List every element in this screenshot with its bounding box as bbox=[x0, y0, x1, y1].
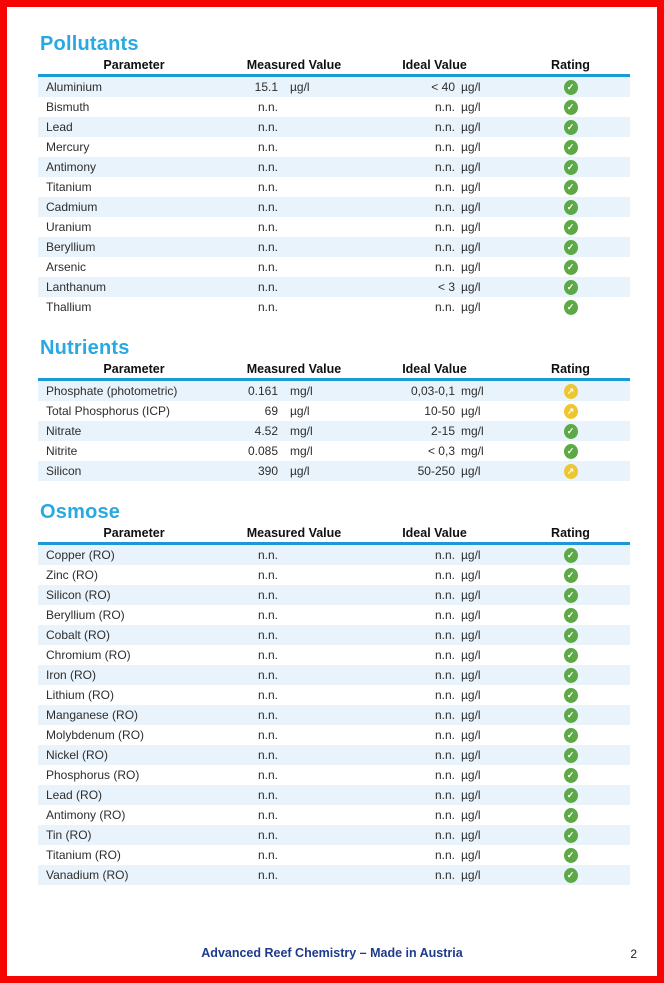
check-circle-icon: ✓ bbox=[564, 260, 578, 275]
rating-cell bbox=[511, 788, 630, 803]
column-header-ideal-value: Ideal Value bbox=[402, 362, 467, 376]
rating-cell bbox=[511, 748, 630, 763]
ideal-value-cell: n.n. bbox=[434, 828, 455, 842]
arrow-up-right-circle-icon: ↗ bbox=[564, 384, 578, 399]
table-row bbox=[38, 765, 630, 785]
measured-value-cell: n.n. bbox=[257, 628, 278, 642]
footer-brand-text: Advanced Reef Chemistry – Made in Austria bbox=[201, 946, 463, 960]
measured-value-cell: n.n. bbox=[257, 180, 278, 194]
ideal-value-cell: n.n. bbox=[434, 120, 455, 134]
rating-cell bbox=[511, 280, 630, 295]
column-header-rating: Rating bbox=[551, 362, 590, 376]
table-row bbox=[38, 421, 630, 441]
column-header-ideal-value: Ideal Value bbox=[402, 58, 467, 72]
ideal-unit-cell: µg/l bbox=[461, 180, 481, 194]
measured-unit-cell: mg/l bbox=[290, 384, 313, 398]
rating-cell bbox=[511, 808, 630, 823]
measured-value-cell: n.n. bbox=[257, 788, 278, 802]
ideal-unit-cell: µg/l bbox=[461, 808, 481, 822]
table-row bbox=[38, 401, 630, 421]
measured-value-cell: n.n. bbox=[257, 568, 278, 582]
table-row bbox=[38, 805, 630, 825]
table-row bbox=[38, 745, 630, 765]
ideal-unit-cell: µg/l bbox=[461, 200, 481, 214]
check-circle-icon: ✓ bbox=[564, 180, 578, 195]
check-circle-icon: ✓ bbox=[564, 588, 578, 603]
parameter-cell: Zinc (RO) bbox=[46, 568, 98, 582]
measured-value-cell: n.n. bbox=[257, 808, 278, 822]
table-row bbox=[38, 585, 630, 605]
parameter-cell: Antimony bbox=[46, 160, 97, 174]
ideal-unit-cell: µg/l bbox=[461, 568, 481, 582]
ideal-value-cell: n.n. bbox=[434, 748, 455, 762]
rating-cell bbox=[511, 828, 630, 843]
check-circle-icon: ✓ bbox=[564, 80, 578, 95]
table-row bbox=[38, 97, 630, 117]
table-row bbox=[38, 785, 630, 805]
measured-value-cell: 69 bbox=[264, 404, 278, 418]
check-circle-icon: ✓ bbox=[564, 424, 578, 439]
ideal-unit-cell: µg/l bbox=[461, 300, 481, 314]
ideal-unit-cell: µg/l bbox=[461, 404, 481, 418]
table-row bbox=[38, 217, 630, 237]
measured-value-cell: n.n. bbox=[257, 728, 278, 742]
check-circle-icon: ✓ bbox=[564, 788, 578, 803]
measured-value-cell: n.n. bbox=[257, 848, 278, 862]
table-row bbox=[38, 297, 630, 317]
ideal-unit-cell: µg/l bbox=[461, 100, 481, 114]
ideal-unit-cell: µg/l bbox=[461, 220, 481, 234]
table-row bbox=[38, 277, 630, 297]
measured-value-cell: n.n. bbox=[257, 828, 278, 842]
column-header-measured-value: Measured Value bbox=[246, 362, 342, 376]
ideal-value-cell: n.n. bbox=[434, 140, 455, 154]
report-section bbox=[38, 337, 630, 481]
measured-value-cell: 4.52 bbox=[254, 424, 278, 438]
rating-cell bbox=[511, 548, 630, 563]
ideal-value-cell: n.n. bbox=[434, 260, 455, 274]
ideal-value-cell: 10-50 bbox=[424, 404, 455, 418]
table-row bbox=[38, 625, 630, 645]
parameter-cell: Copper (RO) bbox=[46, 548, 115, 562]
ideal-value-cell: n.n. bbox=[434, 648, 455, 662]
measured-value-cell: n.n. bbox=[257, 160, 278, 174]
table-row bbox=[38, 461, 630, 481]
ideal-unit-cell: µg/l bbox=[461, 748, 481, 762]
parameter-cell: Silicon (RO) bbox=[46, 588, 111, 602]
table-row bbox=[38, 257, 630, 277]
parameter-cell: Lead (RO) bbox=[46, 788, 103, 802]
ideal-value-cell: n.n. bbox=[434, 688, 455, 702]
rating-cell bbox=[511, 688, 630, 703]
rating-cell bbox=[511, 464, 630, 479]
check-circle-icon: ✓ bbox=[564, 280, 578, 295]
parameter-cell: Nickel (RO) bbox=[46, 748, 108, 762]
measured-value-cell: n.n. bbox=[257, 240, 278, 254]
ideal-value-cell: n.n. bbox=[434, 808, 455, 822]
ideal-value-cell: n.n. bbox=[434, 240, 455, 254]
ideal-unit-cell: mg/l bbox=[461, 424, 484, 438]
rating-cell bbox=[511, 608, 630, 623]
parameter-cell: Beryllium (RO) bbox=[46, 608, 125, 622]
ideal-value-cell: n.n. bbox=[434, 588, 455, 602]
ideal-value-cell: n.n. bbox=[434, 548, 455, 562]
table-row bbox=[38, 77, 630, 97]
table-header-row bbox=[38, 361, 630, 376]
column-header-parameter: Parameter bbox=[103, 362, 165, 376]
ideal-value-cell: n.n. bbox=[434, 848, 455, 862]
table-header-row bbox=[38, 525, 630, 540]
ideal-unit-cell: µg/l bbox=[461, 280, 481, 294]
parameter-cell: Manganese (RO) bbox=[46, 708, 139, 722]
parameter-cell: Cadmium bbox=[46, 200, 98, 214]
measured-unit-cell: µg/l bbox=[290, 80, 310, 94]
table-row bbox=[38, 117, 630, 137]
rating-cell bbox=[511, 80, 630, 95]
ideal-value-cell: 2-15 bbox=[430, 424, 455, 438]
parameter-cell: Cobalt (RO) bbox=[46, 628, 111, 642]
table-row bbox=[38, 157, 630, 177]
parameter-cell: Nitrite bbox=[46, 444, 78, 458]
column-header-rating: Rating bbox=[551, 526, 590, 540]
ideal-value-cell: n.n. bbox=[434, 100, 455, 114]
table-row bbox=[38, 197, 630, 217]
page-footer bbox=[7, 946, 657, 962]
check-circle-icon: ✓ bbox=[564, 220, 578, 235]
rating-cell bbox=[511, 848, 630, 863]
ideal-value-cell: < 3 bbox=[437, 280, 455, 294]
column-header-rating: Rating bbox=[551, 58, 590, 72]
measured-value-cell: n.n. bbox=[257, 688, 278, 702]
parameter-cell: Mercury bbox=[46, 140, 90, 154]
ideal-unit-cell: µg/l bbox=[461, 240, 481, 254]
parameter-cell: Lanthanum bbox=[46, 280, 107, 294]
rating-cell bbox=[511, 444, 630, 459]
parameter-cell: Phosphorus (RO) bbox=[46, 768, 140, 782]
report-section bbox=[38, 501, 630, 885]
check-circle-icon: ✓ bbox=[564, 688, 578, 703]
check-circle-icon: ✓ bbox=[564, 708, 578, 723]
measured-unit-cell: µg/l bbox=[290, 464, 310, 478]
parameter-cell: Antimony (RO) bbox=[46, 808, 126, 822]
ideal-value-cell: n.n. bbox=[434, 628, 455, 642]
table-row bbox=[38, 845, 630, 865]
page-number: 2 bbox=[630, 947, 637, 961]
measured-unit-cell: µg/l bbox=[290, 404, 310, 418]
check-circle-icon: ✓ bbox=[564, 300, 578, 315]
column-header-measured-value: Measured Value bbox=[246, 58, 342, 72]
measured-value-cell: n.n. bbox=[257, 708, 278, 722]
check-circle-icon: ✓ bbox=[564, 768, 578, 783]
measured-value-cell: n.n. bbox=[257, 548, 278, 562]
ideal-value-cell: n.n. bbox=[434, 708, 455, 722]
check-circle-icon: ✓ bbox=[564, 668, 578, 683]
check-circle-icon: ✓ bbox=[564, 868, 578, 883]
check-circle-icon: ✓ bbox=[564, 608, 578, 623]
ideal-unit-cell: µg/l bbox=[461, 708, 481, 722]
check-circle-icon: ✓ bbox=[564, 240, 578, 255]
ideal-unit-cell: µg/l bbox=[461, 868, 481, 882]
table-row bbox=[38, 705, 630, 725]
parameter-cell: Arsenic bbox=[46, 260, 87, 274]
table-row bbox=[38, 665, 630, 685]
ideal-value-cell: n.n. bbox=[434, 768, 455, 782]
parameter-cell: Uranium bbox=[46, 220, 92, 234]
rating-cell bbox=[511, 300, 630, 315]
section-title: Nutrients bbox=[40, 337, 130, 359]
check-circle-icon: ✓ bbox=[564, 828, 578, 843]
parameter-cell: Titanium bbox=[46, 180, 92, 194]
parameter-cell: Beryllium bbox=[46, 240, 96, 254]
rating-cell bbox=[511, 708, 630, 723]
ideal-unit-cell: mg/l bbox=[461, 444, 484, 458]
check-circle-icon: ✓ bbox=[564, 628, 578, 643]
measured-value-cell: n.n. bbox=[257, 588, 278, 602]
ideal-unit-cell: µg/l bbox=[461, 768, 481, 782]
ideal-unit-cell: µg/l bbox=[461, 588, 481, 602]
table-row bbox=[38, 545, 630, 565]
measured-value-cell: n.n. bbox=[257, 768, 278, 782]
ideal-unit-cell: µg/l bbox=[461, 648, 481, 662]
parameter-cell: Silicon bbox=[46, 464, 82, 478]
column-header-ideal-value: Ideal Value bbox=[402, 526, 467, 540]
rating-cell bbox=[511, 200, 630, 215]
table-row bbox=[38, 177, 630, 197]
ideal-unit-cell: µg/l bbox=[461, 628, 481, 642]
ideal-value-cell: 50-250 bbox=[417, 464, 455, 478]
ideal-unit-cell: mg/l bbox=[461, 384, 484, 398]
parameter-cell: Aluminium bbox=[46, 80, 103, 94]
report-sections bbox=[7, 7, 657, 885]
rating-cell bbox=[511, 140, 630, 155]
ideal-value-cell: 0,03-0,1 bbox=[410, 384, 455, 398]
rating-cell bbox=[511, 100, 630, 115]
rating-cell bbox=[511, 588, 630, 603]
section-title: Osmose bbox=[40, 501, 121, 523]
rating-cell bbox=[511, 568, 630, 583]
ideal-unit-cell: µg/l bbox=[461, 728, 481, 742]
table-row bbox=[38, 725, 630, 745]
ideal-unit-cell: µg/l bbox=[461, 548, 481, 562]
parameter-cell: Thallium bbox=[46, 300, 92, 314]
ideal-value-cell: n.n. bbox=[434, 220, 455, 234]
ideal-value-cell: n.n. bbox=[434, 608, 455, 622]
check-circle-icon: ✓ bbox=[564, 728, 578, 743]
check-circle-icon: ✓ bbox=[564, 140, 578, 155]
rating-cell bbox=[511, 180, 630, 195]
ideal-value-cell: n.n. bbox=[434, 788, 455, 802]
ideal-unit-cell: µg/l bbox=[461, 608, 481, 622]
ideal-value-cell: n.n. bbox=[434, 728, 455, 742]
measured-value-cell: n.n. bbox=[257, 260, 278, 274]
check-circle-icon: ✓ bbox=[564, 200, 578, 215]
check-circle-icon: ✓ bbox=[564, 100, 578, 115]
parameter-cell: Vanadium (RO) bbox=[46, 868, 129, 882]
ideal-value-cell: < 0,3 bbox=[427, 444, 455, 458]
ideal-unit-cell: µg/l bbox=[461, 260, 481, 274]
measured-value-cell: n.n. bbox=[257, 868, 278, 882]
ideal-unit-cell: µg/l bbox=[461, 688, 481, 702]
ideal-unit-cell: µg/l bbox=[461, 160, 481, 174]
table-row bbox=[38, 685, 630, 705]
ideal-value-cell: n.n. bbox=[434, 668, 455, 682]
table-row bbox=[38, 825, 630, 845]
rating-cell bbox=[511, 424, 630, 439]
measured-unit-cell: mg/l bbox=[290, 444, 313, 458]
measured-value-cell: n.n. bbox=[257, 280, 278, 294]
arrow-up-right-circle-icon: ↗ bbox=[564, 404, 578, 419]
parameter-cell: Tin (RO) bbox=[46, 828, 92, 842]
table-row bbox=[38, 865, 630, 885]
rating-cell bbox=[511, 240, 630, 255]
parameter-cell: Nitrate bbox=[46, 424, 82, 438]
arrow-up-right-circle-icon: ↗ bbox=[564, 464, 578, 479]
check-circle-icon: ✓ bbox=[564, 848, 578, 863]
check-circle-icon: ✓ bbox=[564, 648, 578, 663]
ideal-value-cell: n.n. bbox=[434, 300, 455, 314]
ideal-value-cell: n.n. bbox=[434, 868, 455, 882]
parameter-cell: Lead bbox=[46, 120, 73, 134]
rating-cell bbox=[511, 648, 630, 663]
column-header-measured-value: Measured Value bbox=[246, 526, 342, 540]
measured-value-cell: 15.1 bbox=[254, 80, 278, 94]
check-circle-icon: ✓ bbox=[564, 568, 578, 583]
rating-cell bbox=[511, 160, 630, 175]
check-circle-icon: ✓ bbox=[564, 748, 578, 763]
column-header-parameter: Parameter bbox=[103, 526, 165, 540]
table-row bbox=[38, 605, 630, 625]
parameter-cell: Phosphate (photometric) bbox=[46, 384, 178, 398]
measured-value-cell: 0.085 bbox=[247, 444, 278, 458]
section-title: Pollutants bbox=[40, 33, 139, 55]
ideal-value-cell: n.n. bbox=[434, 160, 455, 174]
ideal-unit-cell: µg/l bbox=[461, 120, 481, 134]
table-row bbox=[38, 441, 630, 461]
measured-value-cell: n.n. bbox=[257, 140, 278, 154]
rating-cell bbox=[511, 404, 630, 419]
rating-cell bbox=[511, 628, 630, 643]
measured-value-cell: 0.161 bbox=[247, 384, 278, 398]
parameter-cell: Bismuth bbox=[46, 100, 90, 114]
check-circle-icon: ✓ bbox=[564, 548, 578, 563]
table-row bbox=[38, 381, 630, 401]
measured-value-cell: n.n. bbox=[257, 220, 278, 234]
rating-cell bbox=[511, 220, 630, 235]
rating-cell bbox=[511, 668, 630, 683]
rating-cell bbox=[511, 728, 630, 743]
ideal-value-cell: n.n. bbox=[434, 200, 455, 214]
parameter-cell: Total Phosphorus (ICP) bbox=[46, 404, 171, 418]
ideal-value-cell: < 40 bbox=[431, 80, 455, 94]
ideal-unit-cell: µg/l bbox=[461, 464, 481, 478]
check-circle-icon: ✓ bbox=[564, 808, 578, 823]
report-section bbox=[38, 33, 630, 317]
ideal-unit-cell: µg/l bbox=[461, 828, 481, 842]
column-header-parameter: Parameter bbox=[103, 58, 165, 72]
check-circle-icon: ✓ bbox=[564, 120, 578, 135]
measured-value-cell: n.n. bbox=[257, 300, 278, 314]
table-row bbox=[38, 137, 630, 157]
measured-value-cell: 390 bbox=[257, 464, 278, 478]
measured-value-cell: n.n. bbox=[257, 748, 278, 762]
ideal-value-cell: n.n. bbox=[434, 568, 455, 582]
rating-cell bbox=[511, 384, 630, 399]
check-circle-icon: ✓ bbox=[564, 444, 578, 459]
parameter-cell: Lithium (RO) bbox=[46, 688, 115, 702]
ideal-unit-cell: µg/l bbox=[461, 848, 481, 862]
measured-unit-cell: mg/l bbox=[290, 424, 313, 438]
measured-value-cell: n.n. bbox=[257, 120, 278, 134]
rating-cell bbox=[511, 260, 630, 275]
ideal-unit-cell: µg/l bbox=[461, 788, 481, 802]
ideal-value-cell: n.n. bbox=[434, 180, 455, 194]
rating-cell bbox=[511, 868, 630, 883]
ideal-unit-cell: µg/l bbox=[461, 80, 481, 94]
parameter-cell: Titanium (RO) bbox=[46, 848, 121, 862]
check-circle-icon: ✓ bbox=[564, 160, 578, 175]
measured-value-cell: n.n. bbox=[257, 200, 278, 214]
measured-value-cell: n.n. bbox=[257, 668, 278, 682]
parameter-cell: Iron (RO) bbox=[46, 668, 97, 682]
rating-cell bbox=[511, 768, 630, 783]
measured-value-cell: n.n. bbox=[257, 100, 278, 114]
table-row bbox=[38, 645, 630, 665]
measured-value-cell: n.n. bbox=[257, 648, 278, 662]
table-row bbox=[38, 237, 630, 257]
parameter-cell: Molybdenum (RO) bbox=[46, 728, 145, 742]
table-row bbox=[38, 565, 630, 585]
table-header-row bbox=[38, 57, 630, 72]
rating-cell bbox=[511, 120, 630, 135]
ideal-unit-cell: µg/l bbox=[461, 668, 481, 682]
ideal-unit-cell: µg/l bbox=[461, 140, 481, 154]
measured-value-cell: n.n. bbox=[257, 608, 278, 622]
parameter-cell: Chromium (RO) bbox=[46, 648, 131, 662]
